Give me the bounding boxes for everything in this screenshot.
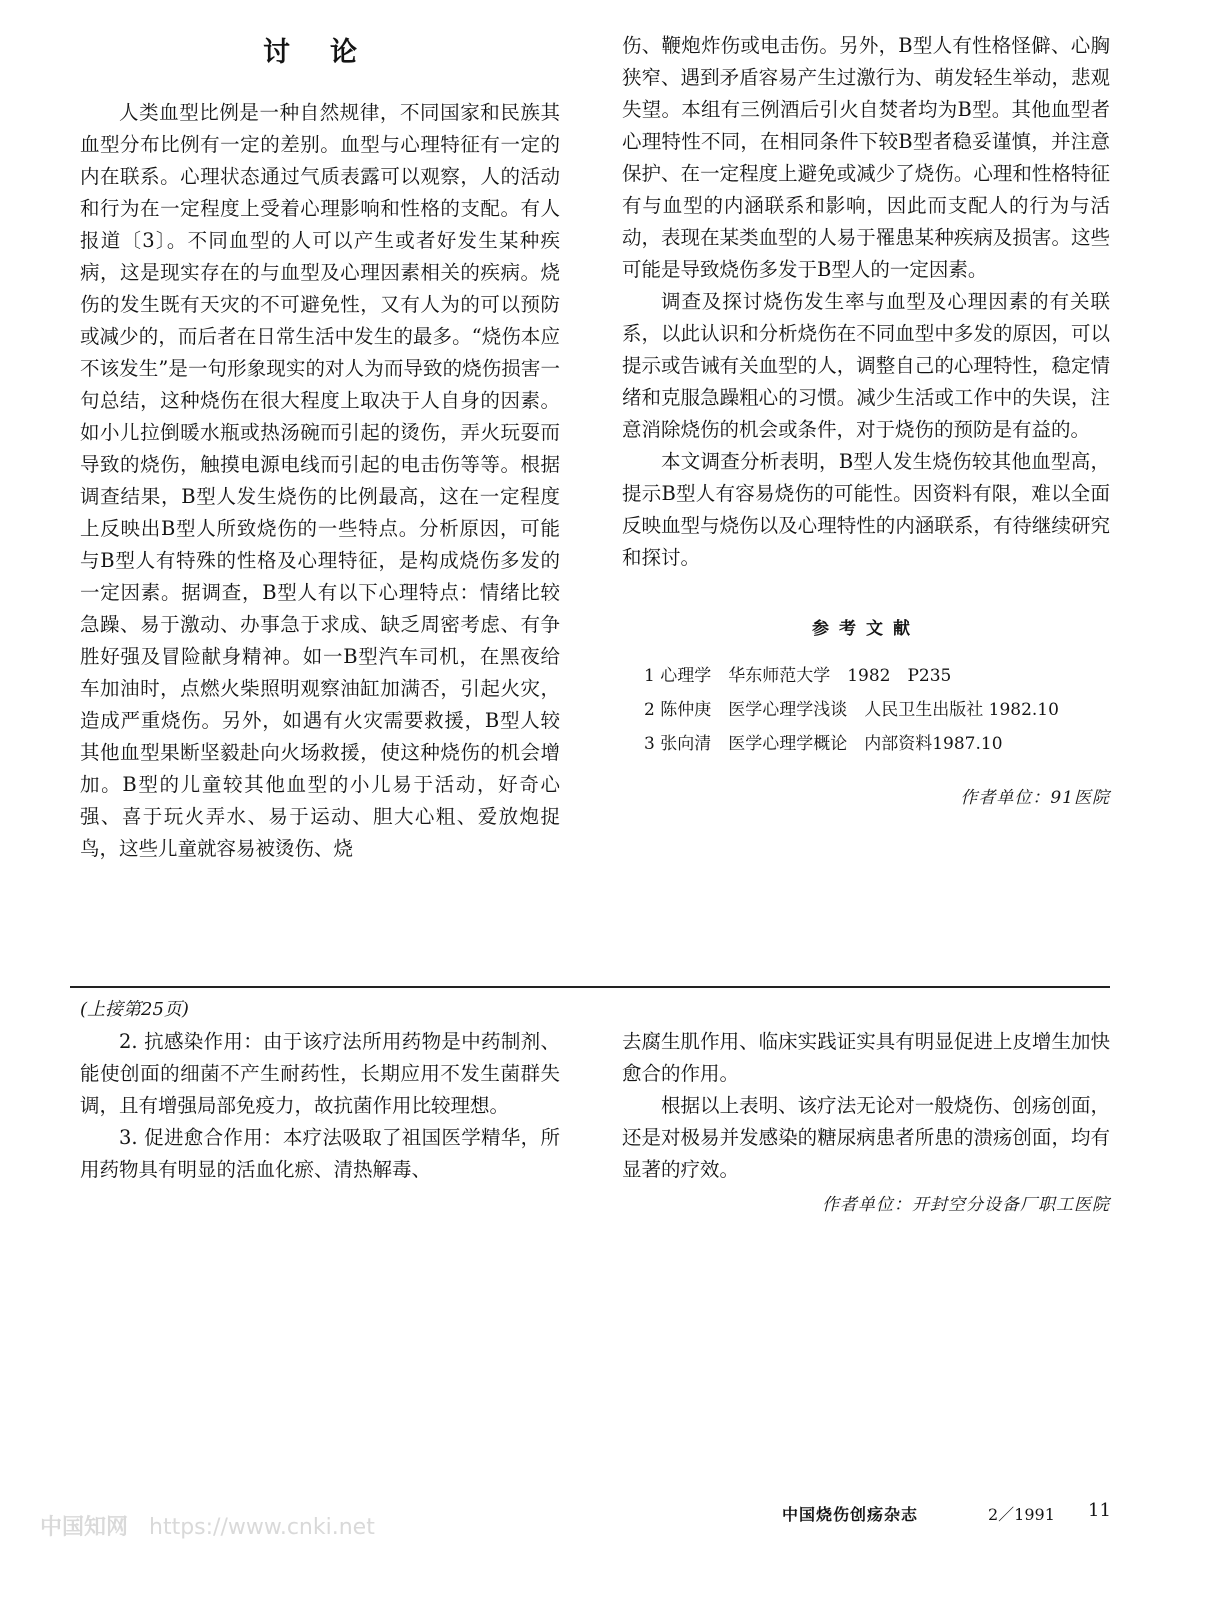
- reference-list: [622, 661, 1110, 759]
- issue-number: 2／1991: [988, 1505, 1055, 1524]
- journal-name: 中国烧伤创疡杂志: [782, 1505, 919, 1524]
- discussion-left-column: [80, 30, 560, 865]
- cnki-watermark: [40, 1510, 375, 1541]
- body-paragraph: 本文调查分析表明，B型人发生烧伤较其他血型高，提示B型人有容易烧伤的可能性。因资料有限，难以全面反映血型与烧伤以及心理特性的内涵联系，有待继续研究和探讨。: [622, 450, 1110, 569]
- discussion-right-column: [622, 30, 1110, 808]
- continued-from-label: (上接第25页): [80, 999, 189, 1020]
- body-paragraph: 调查及探讨烧伤发生率与血型及心理因素的有关联系，以此认识和分析烧伤在不同血型中多发的原因，可以提示或告诫有关血型的人，调整自己的心理特性，稳定情绪和克服急躁粗心的习惯。减少生活或工作中的失误，注意消除烧伤的机会或条件，对于烧伤的预防是有益的。: [622, 290, 1110, 441]
- body-paragraph: 3. 促进愈合作用：本疗法吸取了祖国医学精华，所用药物具有明显的活血化瘀、清热解毒、: [80, 1126, 560, 1181]
- section-title: 讨论: [263, 37, 397, 68]
- reference-item: 2 陈仲庚 医学心理学浅谈 人民卫生出版社 1982.10: [644, 700, 1059, 720]
- page-number: 11: [1088, 1500, 1111, 1521]
- body-paragraph: 人类血型比例是一种自然规律，不同国家和民族其血型分布比例有一定的差别。血型与心理特征有一定的内在联系。心理状态通过气质表露可以观察，人的活动和行为在一定程度上受着心理影响和性格的支配。有人报道〔3〕。不同血型的人可以产生或者好发生某种疾病，这是现实存在的与血型及心理因素相关的疾病。烧伤的发生既有天灾的不可避免性，又有人为的可以预防或减少的，而后者在日常生活中发生的最多。“烧伤本应不该发生”是一句形象现实的对人为而导致的烧伤损害一句总结，这种烧伤在很大程度上取决于人自身的因素。如小儿拉倒暖水瓶或热汤碗而引起的烫伤，弄火玩耍而导致的烧伤，触摸电源电线而引起的电击伤等等。根据调查结果，B型人发生烧伤的比例最高，这在一定程度上反映出B型人所致烧伤的一些特点。分析原因，可能与B型人有特殊的性格及心理特征，是构成烧伤多发的一定因素。据调查，B型人有以下心理特点：情绪比较急躁、易于激动、办事急于求成、缺乏周密考虑、有争胜好强及冒险献身精神。如一B型汽车司机，在黑夜给车加油时，点燃火柴照明观察油缸加满否，引起火灾，造成严重烧伤。另外，如遇有火灾需要救援，B型人较其他血型果断坚毅赴向火场救援，使这种烧伤的机会增加。B型的儿童较其他血型的小儿易于活动，好奇心强、喜于玩火弄水、易于运动、胆大心粗、爱放炮捉鸟，这些儿童就容易被烫伤、烧: [80, 101, 560, 860]
- body-paragraph: 根据以上表明、该疗法无论对一般烧伤、创疡创面，还是对极易并发感染的糖尿病患者所患的溃疡创面，均有显著的疗效。: [622, 1094, 1110, 1181]
- section-divider: [70, 986, 1110, 988]
- author-affiliation: 作者单位：91医院: [960, 788, 1110, 808]
- continued-right-column: [622, 1026, 1110, 1215]
- references-heading: 参考文献: [812, 619, 920, 639]
- body-paragraph: 2. 抗感染作用：由于该疗法所用药物是中药制剂、能使创面的细菌不产生耐药性，长期应用不发生菌群失调，且有增强局部免疫力，故抗菌作用比较理想。: [80, 1030, 560, 1117]
- watermark-url: https://www.cnki.net: [149, 1515, 375, 1540]
- body-paragraph: 伤、鞭炮炸伤或电击伤。另外，B型人有性格怪僻、心胸狭窄、遇到矛盾容易产生过激行为、萌发轻生举动，悲观失望。本组有三例酒后引火自焚者均为B型。其他血型者心理特性不同，在相同条件下较B型者稳妥谨慎，并注意保护、在一定程度上避免或减少了烧伤。心理和性格特征有与血型的内涵联系和影响，因此而支配人的行为与活动，表现在某类血型的人易于罹患某种疾病及损害。这些可能是导致烧伤多发于B型人的一定因素。: [622, 34, 1110, 281]
- author-affiliation: 作者单位：开封空分设备厂职工医院: [822, 1195, 1110, 1215]
- reference-item: 1 心理学 华东师范大学 1982 P235: [644, 666, 952, 686]
- continued-left-column: [80, 996, 560, 1186]
- watermark-brand: 中国知网: [40, 1515, 129, 1540]
- reference-item: 3 张向清 医学心理学概论 内部资料1987.10: [644, 734, 1003, 754]
- page-footer: [0, 1494, 1216, 1554]
- body-paragraph: 去腐生肌作用、临床实践证实具有明显促进上皮增生加快愈合的作用。: [622, 1030, 1110, 1085]
